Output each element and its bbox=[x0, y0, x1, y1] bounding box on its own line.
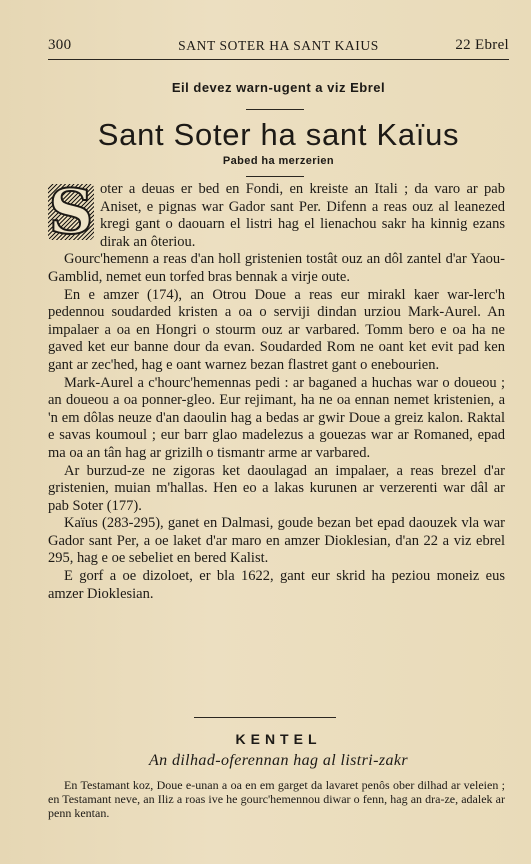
header-rule bbox=[48, 59, 509, 60]
article-superhead: Eil devez warn-ugent a viz Ebrel bbox=[171, 80, 386, 95]
paragraph: Gourc'hemenn a reas d'an holl gristenien tostât ouz an dôl zantel d'ar Yaou-Gamblid, nemet eun torfed bras bennak a virje oute. bbox=[48, 251, 505, 285]
kentel-body bbox=[48, 778, 505, 820]
paragraph: E gorf a oe dizoloet, er bla 1622, gant eur skrid ha peziou moneiz eus amzer Dioklesian. bbox=[48, 568, 505, 602]
running-head-title: SANT SOTER HA SANT KAIUS bbox=[178, 38, 379, 53]
divider bbox=[246, 176, 304, 177]
paragraph: En Testamant koz, Doue e-unan a oa en em garget da lavaret penôs ober dilhad ar veleien ; en Testamant neve, an Iliz a roas ive he gourc'hemennou diwar o fenn, hag an dra-ze, adalek ar penn kentan. bbox=[48, 778, 505, 820]
running-head-date: 22 Ebrel bbox=[455, 37, 509, 53]
kentel-subheading: An dilhad-oferennan hag al listri-zakr bbox=[148, 752, 409, 769]
article-subtitle: Pabed ha merzerien bbox=[222, 155, 335, 167]
paragraph-text: oter a deuas er bed en Fondi, en kreiste an Itali ; da varo ar pab Aniset, e pignas war Gador sant Per. Difenn a reas ouz al leanezed kregi gant o daouarn el listri hag el lienachou sakr ha kinnig ezans dirak an ôteriou. bbox=[100, 181, 505, 250]
paragraph: Mark-Aurel a c'hourc'hemennas pedi : ar baganed a huchas war o doueou ; an doueou a oa ponner-gleo. Eur rejimant, ha ne oa ennan nemet kristenien, a 'n em dôlas neuze d'an daoulin hag a bedas ar gwir Doue a greiz kalon. Raktal e savas koumoul ; eur barr glao madelezus a gouezas war ar Romaned, epad ma oa an tân hag ar grizilh o tismantr arme ar varbared. bbox=[48, 374, 505, 461]
kentel-heading: KENTEL bbox=[235, 731, 322, 747]
paragraph: Kaïus (283-295), ganet en Dalmasi, goude bezan bet epad daouzek vla war Gador sant Per, a oe laket d'ar maro en amzer Dioklesian, d'an 22 a viz ebrel 295, hag e oe sebeliet en bered Kalist. bbox=[48, 515, 505, 567]
article-title: Sant Soter ha sant Kaïus bbox=[97, 117, 460, 152]
article-body bbox=[48, 175, 505, 603]
drop-cap: S bbox=[48, 175, 94, 248]
page-number: 300 bbox=[48, 37, 72, 53]
divider bbox=[246, 109, 304, 110]
paragraph: En e amzer (174), an Otrou Doue a reas eur mirakl kaer war-lerc'h pedennou soudarded kristen a oa o serviji dindan urziou Mark-Aurel. An impalaer a oa en Hongri o stourm ouz ar varbared. Tomm bero e oa ha ne gaved ket eur banne dour da evan. Soudarded Rom ne oant ket evit pad ken gant ar zec'hed, hag e oant warnez bezan flastret gant o enebourien. bbox=[48, 286, 505, 373]
section-divider bbox=[194, 717, 336, 718]
running-head bbox=[48, 37, 509, 57]
paragraph bbox=[48, 175, 505, 251]
paragraph: Ar burzud-ze ne zigoras ket daoulagad an impalaer, a reas brezel d'ar gristenien, muian m'hallas. Hen eo a lakas kurunen ar verzerenti war dâl ar pab Soter (177). bbox=[48, 462, 505, 514]
